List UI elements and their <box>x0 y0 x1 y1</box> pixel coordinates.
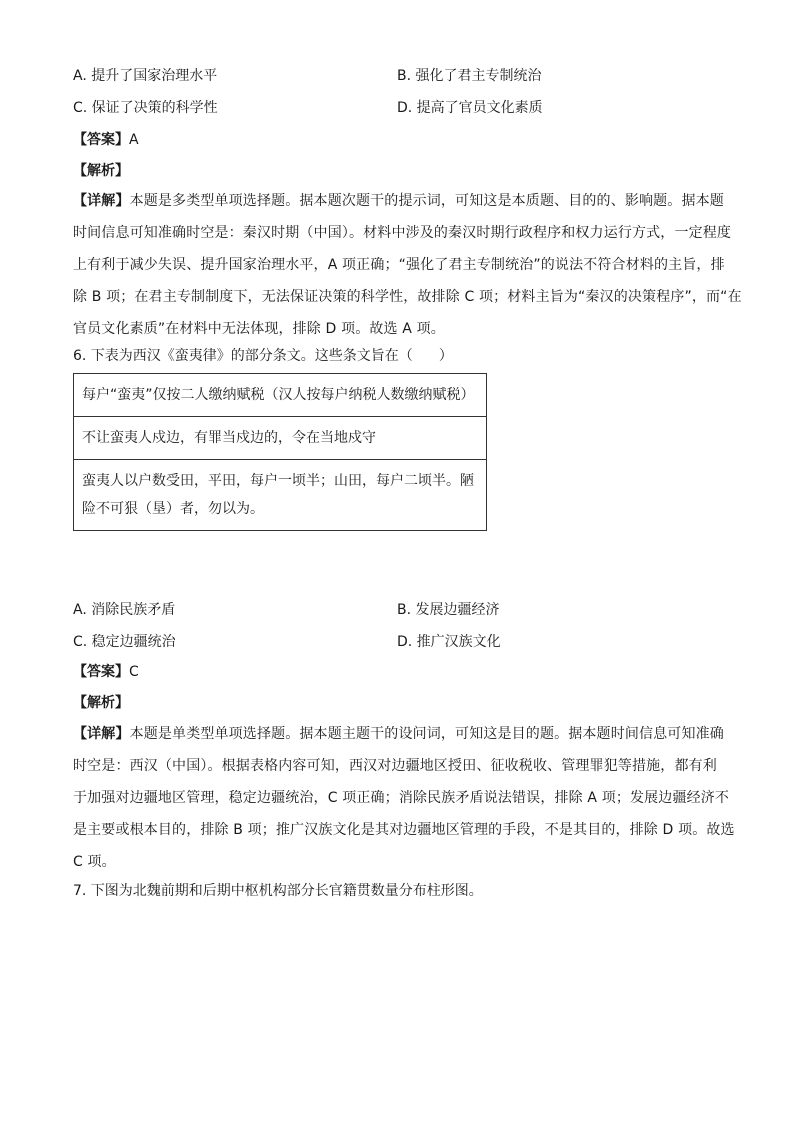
answer-value: C <box>129 664 139 680</box>
q5-analysis-label: 【解析】 <box>73 163 129 179</box>
detail-label: 【详解】 <box>73 726 130 742</box>
detail-line: 除 B 项；在君主专制制度下，无法保证决策的科学性，故排除 C 项；材料主旨为“秦汉的决策程序”，而“在 <box>73 289 742 305</box>
table-row <box>74 460 487 531</box>
table-row <box>74 417 487 460</box>
q5-answer <box>73 130 139 150</box>
detail-line: 【详解】本题是多类型单项选择题。据本题次题干的提示词，可知这是本质题、目的的、影响题。据本题 <box>73 193 724 209</box>
detail-line: 时空是：西汉（中国）。根据表格内容可知，西汉对边疆地区授田、征收税收、管理罪犯等措施，都有利 <box>73 758 717 774</box>
detail-line: 时间信息可知准确时空是：秦汉时期（中国）。材料中涉及的秦汉时期行政程序和权力运行方式，一定程度 <box>73 225 732 241</box>
q7-stem: 7. 下图为北魏前期和后期中枢机构部分长官籍贯数量分布柱形图。 <box>73 883 483 899</box>
q6-option-b: B. 发展边疆经济 <box>397 602 500 618</box>
detail-line: C 项。 <box>73 854 116 870</box>
q6-option-a: A. 消除民族矛盾 <box>73 602 176 618</box>
q5-detail <box>73 191 742 351</box>
q6-answer <box>73 662 139 682</box>
detail-line: 官员文化素质”在材料中无法体现，排除 D 项。故选 A 项。 <box>73 321 445 337</box>
answer-label: 【答案】 <box>73 664 129 680</box>
table-row <box>74 374 487 417</box>
q6-option-d: D. 推广汉族文化 <box>397 634 501 650</box>
q6-analysis-label: 【解析】 <box>73 695 129 711</box>
answer-label: 【答案】 <box>73 132 129 148</box>
q5-option-d: D. 提高了官员文化素质 <box>397 100 543 116</box>
detail-line: 于加强对边疆地区管理，稳定边疆统治，C 项正确；消除民族矛盾说法错误，排除 A 项；发展边疆经济不 <box>73 790 730 806</box>
detail-line: 是主要或根本目的，排除 B 项；推广汉族文化是其对边疆地区管理的手段，不是其目的，排除 D 项。故选 <box>73 822 735 838</box>
table-cell: 每户“蛮夷”仅按二人缴纳赋税（汉人按每户纳税人数缴纳赋税） <box>74 374 487 417</box>
table-cell: 蛮夷人以户数受田，平田，每户一顷半；山田，每户二顷半。陋险不可狠（垦）者，勿以为。 <box>74 460 487 531</box>
q5-option-b: B. 强化了君主专制统治 <box>397 68 542 84</box>
q6-detail <box>73 724 735 884</box>
answer-value: A <box>129 132 139 148</box>
detail-label: 【详解】 <box>73 193 130 209</box>
detail-line: 上有利于减少失误、提升国家治理水平，A 项正确；“强化了君主专制统治”的说法不符合材料的主旨，排 <box>73 257 725 273</box>
table-cell: 不让蛮夷人戍边，有罪当戍边的，令在当地戍守 <box>74 417 487 460</box>
q5-option-a: A. 提升了国家治理水平 <box>73 68 218 84</box>
q6-stem: 6. 下表为西汉《蛮夷律》的部分条文。这些条文旨在（ ） <box>73 348 453 364</box>
law-table <box>73 373 487 531</box>
q6-option-c: C. 稳定边疆统治 <box>73 634 176 650</box>
detail-line: 【详解】本题是单类型单项选择题。据本题主题干的设问词，可知这是目的题。据本题时间信息可知准确 <box>73 726 724 742</box>
q5-option-c: C. 保证了决策的科学性 <box>73 100 218 116</box>
